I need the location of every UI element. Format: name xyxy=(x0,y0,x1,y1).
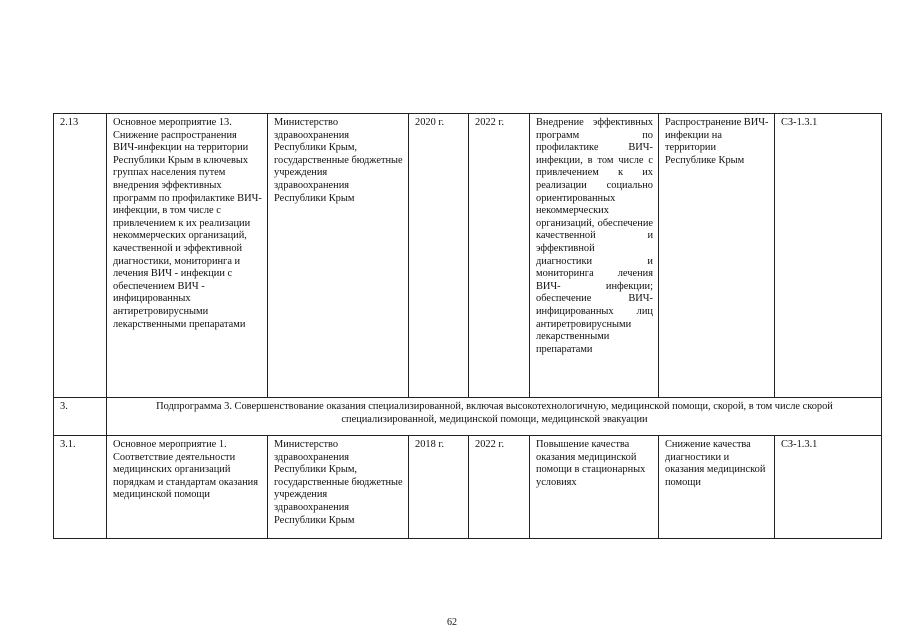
row-number: 3.1. xyxy=(54,436,107,539)
start-year-cell: 2018 г. xyxy=(409,436,469,539)
table-row xyxy=(54,436,882,539)
row-number: 2.13 xyxy=(54,114,107,398)
event-cell: Основное мероприятие 13. Снижение распространения ВИЧ-инфекции на территории Республики Крым в ключевых группах населения путем внедрения эффективных программ по профилактике ВИЧ-инфекции, в том числе с привлечением к их реализации некоммерческих организаций, качественной и эффективной диагностики, мониторинга и лечения ВИЧ - инфекции с обеспечением ВИЧ - инфицированных антиретровирусными лекарственными препаратами xyxy=(107,114,268,398)
executor-cell: Министерство здравоохранения Республики Крым, государственные бюджетные учреждения здравоохранения Республики Крым xyxy=(268,114,409,398)
table-row xyxy=(54,114,882,398)
program-events-table xyxy=(53,113,882,539)
event-cell: Основное мероприятие 1. Соответствие деятельности медицинских организаций порядкам и стандартам оказания медицинской помощи xyxy=(107,436,268,539)
result-cell: Внедрение эффективных программ по профилактике ВИЧ-инфекции, в том числе с привлечением к их реализации социально ориентированных некоммерческих организаций, обеспечение качественной и эффективной диагностики и мониторинга лечения ВИЧ- инфекции; обеспечение ВИЧ-инфицированных лиц антиретровирусными лекарственными препаратами xyxy=(530,114,659,398)
consequence-cell: Снижение качества диагностики и оказания медицинской помощи xyxy=(659,436,775,539)
indicator-cell: СЗ-1.3.1 xyxy=(775,436,882,539)
executor-cell: Министерство здравоохранения Республики Крым, государственные бюджетные учреждения здравоохранения Республики Крым xyxy=(268,436,409,539)
subprogram-title: Подпрограмма 3. Совершенствование оказания специализированной, включая высокотехнологичную, медицинской помощи, скорой, в том числе скорой специализированной, медицинской помощи, медицинской эвакуации xyxy=(107,398,882,436)
start-year-cell: 2020 г. xyxy=(409,114,469,398)
table-row xyxy=(54,398,882,436)
consequence-cell: Распространение ВИЧ-инфекции на территории Республике Крым xyxy=(659,114,775,398)
row-number: 3. xyxy=(54,398,107,436)
end-year-cell: 2022 г. xyxy=(469,436,530,539)
result-cell: Повышение качества оказания медицинской помощи в стационарных условиях xyxy=(530,436,659,539)
page-number: 62 xyxy=(447,617,457,628)
indicator-cell: СЗ-1.3.1 xyxy=(775,114,882,398)
end-year-cell: 2022 г. xyxy=(469,114,530,398)
